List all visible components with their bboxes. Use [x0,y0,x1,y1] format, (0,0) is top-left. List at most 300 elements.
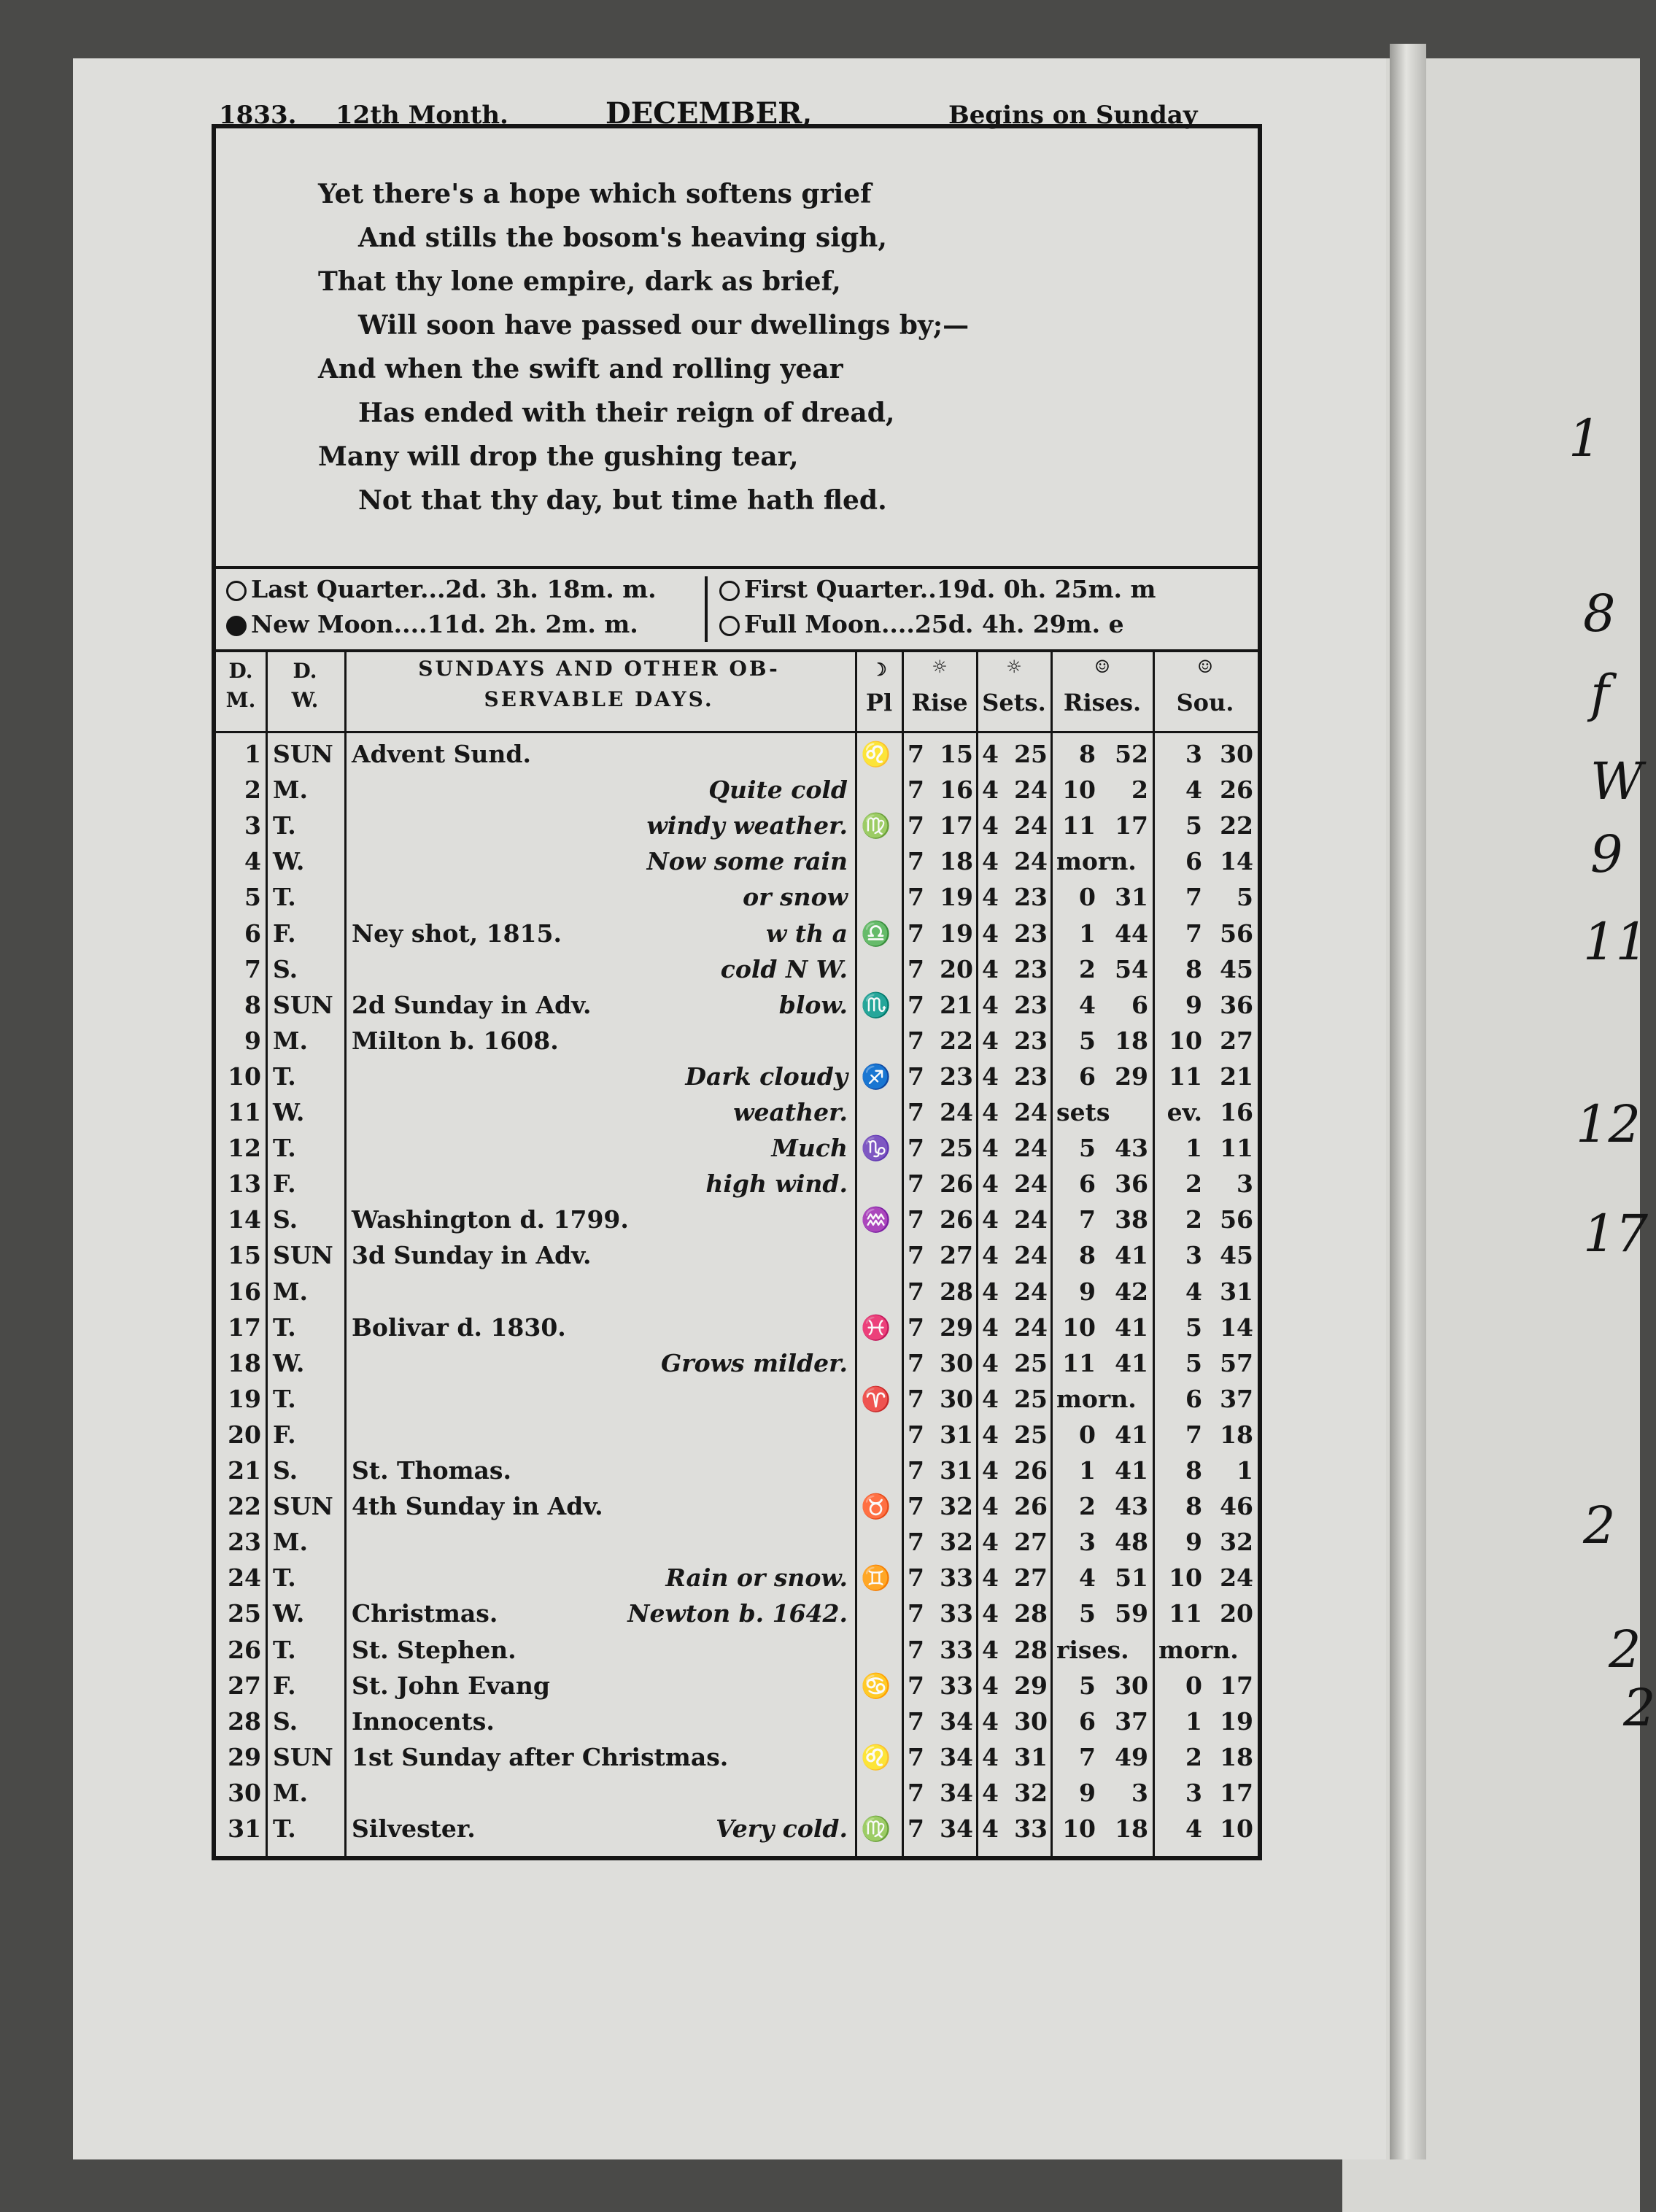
sun-set-minute: 33 [1014,1814,1048,1843]
moon-rise-hour: 3 [1079,1528,1096,1557]
margin-note: 8 [1583,584,1616,643]
sun-rise-minute: 34 [940,1742,973,1771]
poem-line: Will soon have passed our dwellings by;— [358,310,970,341]
sun-rise-hour: 7 [908,1026,924,1055]
full-moon: Full Moon....25d. 4h. 29m. e [744,610,1124,638]
moon-place-sign: ♍ [861,811,891,840]
sun-set-hour: 4 [982,1241,999,1270]
sun-rise-minute: 31 [940,1456,973,1485]
sun-set-hour: 4 [982,1492,999,1521]
moon-rise-minute: 18 [1115,1026,1148,1055]
sun-rise-hour: 7 [908,1778,924,1807]
moon-rise-minute: 38 [1115,1205,1148,1234]
moon-rise-hour: 6 [1079,1169,1096,1199]
sun-rise-minute: 15 [940,740,973,768]
moon-rise-minute: 29 [1115,1061,1148,1091]
poem [318,172,1193,522]
moon-rise-hour: 4 [1079,1563,1096,1593]
day-of-month: 6 [244,919,261,948]
sun-rise-minute: 25 [940,1134,973,1163]
moon-south-minute: 22 [1220,811,1253,840]
moon-south-hour: 1 [1185,1134,1202,1163]
sun-rise-hour: 7 [908,847,924,876]
day-of-month: 3 [244,811,261,840]
moon-south-minute: 11 [1220,1134,1253,1163]
day-of-month: 31 [228,1814,261,1843]
sun-set-minute: 24 [1014,776,1048,805]
observance: 1st Sunday after Christmas. [352,1742,729,1771]
col-divider [266,649,268,1860]
sun-rise-minute: 19 [940,883,973,912]
sun-rise-minute: 26 [940,1169,973,1199]
sun-set-minute: 28 [1014,1599,1048,1628]
moon-south-minute: 30 [1220,740,1253,768]
margin-note: 1 [1568,409,1601,468]
moon-rise-text: morn. [1056,847,1137,876]
observance: Milton b. 1608. [352,1026,559,1055]
calendar-frame [212,124,1262,1860]
sun-set-hour: 4 [982,811,999,840]
moon-place-sign: ♋ [861,1671,891,1700]
weather-note: Dark cloudy [685,1061,848,1091]
moon-south-hour: 4 [1185,1814,1202,1843]
moon-south-minute: 56 [1220,919,1253,948]
day-of-week: W. [273,847,305,876]
sun-rise-minute: 26 [940,1205,973,1234]
moon-rise-hour: 2 [1079,1492,1096,1521]
moon-south-hour: 8 [1185,954,1202,983]
sun-set-hour: 4 [982,1384,999,1413]
day-of-week: T. [273,1134,296,1163]
sun-rise-hour: 7 [908,1599,924,1628]
sun-set-hour: 4 [982,1420,999,1449]
sun-set-hour: 4 [982,1814,999,1843]
sun-rise-hour: 7 [908,1456,924,1485]
moon-south-minute: 14 [1220,847,1253,876]
sun-set-hour: 4 [982,1134,999,1163]
margin-note: f [1590,664,1609,724]
weather-note: Newton b. 1642. [627,1599,848,1628]
moon-south-icon: ☺ [1197,656,1213,677]
observance: St. Stephen. [352,1635,516,1664]
sun-set-hour: 4 [982,1742,999,1771]
page-fold [1390,44,1426,2159]
sun-set-minute: 24 [1014,1205,1048,1234]
sun-rise-hour: 7 [908,1671,924,1700]
sun-set-hour: 4 [982,1599,999,1628]
sun-set-hour: 4 [982,776,999,805]
col-divider [902,649,904,1860]
sun-rise-minute: 32 [940,1528,973,1557]
col-day-month: D. M. [225,659,256,712]
day-of-week: F. [273,1671,296,1700]
header-begins: Begins on Sunday [948,101,1198,130]
day-of-month: 10 [228,1061,261,1091]
moon-rise-text: morn. [1056,1384,1137,1413]
sun-set-minute: 26 [1014,1456,1048,1485]
moon-south-minute: 20 [1220,1599,1253,1628]
poem-line: And stills the bosom's heaving sigh, [358,223,887,253]
day-of-month: 11 [228,1098,261,1126]
moon-south-minute: 45 [1220,1241,1253,1270]
moon-rise-hour: 9 [1079,1277,1096,1306]
moon-south-hour: 11 [1169,1599,1202,1628]
sun-rise-hour: 7 [908,740,924,768]
day-of-month: 8 [244,990,261,1019]
moon-south-minute: 5 [1237,883,1253,912]
col-divider [855,649,857,1860]
sun-rise-minute: 28 [940,1277,973,1306]
weather-note: Much [771,1134,848,1163]
sun-rise-minute: 34 [940,1778,973,1807]
sun-rise-minute: 30 [940,1384,973,1413]
moon-rise-minute: 41 [1115,1312,1148,1342]
weather-note: or snow [743,883,848,912]
moon-south-minute: 1 [1237,1456,1253,1485]
sun-rise-hour: 7 [908,811,924,840]
sun-set-hour: 4 [982,1312,999,1342]
moon-south-minute: 36 [1220,990,1253,1019]
day-of-month: 20 [228,1420,261,1449]
new-moon: New Moon....11d. 2h. 2m. m. [251,610,638,638]
moon-rise-minute: 52 [1115,740,1148,768]
moon-south-minute: 21 [1220,1061,1253,1091]
observance: Advent Sund. [352,740,531,768]
sun-set-icon: ☼ [1006,656,1022,677]
sun-rise-hour: 7 [908,1420,924,1449]
moon-rise-hour: 6 [1079,1706,1096,1736]
observance: 3d Sunday in Adv. [352,1241,592,1270]
sun-set-minute: 24 [1014,1277,1048,1306]
moon-south-hour: 7 [1185,1420,1202,1449]
day-of-month: 30 [228,1778,261,1807]
moon-rise-minute: 44 [1115,919,1148,948]
moon-rise-minute: 43 [1115,1492,1148,1521]
weather-note: high wind. [705,1169,848,1199]
moon-rise-hour: 6 [1079,1061,1096,1091]
moon-south-minute: 18 [1220,1420,1253,1449]
moon-rise-hour: 5 [1079,1671,1096,1700]
day-of-month: 14 [228,1205,261,1234]
day-of-week: M. [273,1778,309,1807]
sun-rise-minute: 20 [940,954,973,983]
day-of-month: 18 [228,1348,261,1377]
first-quarter-icon [719,581,740,601]
day-of-week: F. [273,1420,296,1449]
first-quarter: First Quarter..19d. 0h. 25m. m [744,575,1156,603]
day-of-week: S. [273,1456,298,1485]
moon-rise-minute: 43 [1115,1134,1148,1163]
moon-place-sign: ♒ [861,1205,891,1234]
moon-south-hour: 0 [1185,1671,1202,1700]
moon-south-hour: 10 [1169,1026,1202,1055]
calendar-table [216,649,1258,1860]
day-of-month: 7 [244,954,261,983]
sun-set-hour: 4 [982,1671,999,1700]
moon-rise-hour: 5 [1079,1599,1096,1628]
moon-south-hour: 2 [1185,1205,1202,1234]
moon-rise-minute: 54 [1115,954,1148,983]
moon-place-sign: ♓ [861,1312,891,1342]
day-of-month: 29 [228,1742,261,1771]
day-of-week: SUN [273,1241,333,1270]
day-of-month: 16 [228,1277,261,1306]
sun-set-minute: 25 [1014,1420,1048,1449]
col-moon-rises: Rises. [1063,689,1142,716]
moon-south-minute: 14 [1220,1312,1253,1342]
sun-rise-hour: 7 [908,990,924,1019]
moon-south-minute: 18 [1220,1742,1253,1771]
moon-south-minute: 16 [1220,1098,1253,1126]
moon-rise-text: sets [1056,1098,1110,1126]
sun-rise-minute: 23 [940,1061,973,1091]
sun-set-minute: 24 [1014,811,1048,840]
moon-south-minute: 17 [1220,1778,1253,1807]
col-divider [344,649,347,1860]
moon-south-text: morn. [1158,1635,1239,1664]
moon-south-hour: 3 [1185,1778,1202,1807]
moon-south-hour: 6 [1185,847,1202,876]
sun-rise-icon: ☼ [932,656,948,677]
day-of-month: 27 [228,1671,261,1700]
day-of-week: F. [273,919,296,948]
sun-set-minute: 23 [1014,990,1048,1019]
day-of-week: W. [273,1599,305,1628]
moon-south-hour: 11 [1169,1061,1202,1091]
moon-place-sign: ♑ [861,1134,891,1163]
moon-south-minute: 10 [1220,1814,1253,1843]
moon-south-minute: 26 [1220,776,1253,805]
moon-rise-hour: 8 [1079,740,1096,768]
sun-rise-minute: 18 [940,847,973,876]
sun-set-minute: 23 [1014,883,1048,912]
sun-set-hour: 4 [982,883,999,912]
day-of-week: T. [273,883,296,912]
day-of-week: T. [273,1563,296,1593]
sun-set-minute: 25 [1014,1348,1048,1377]
header-year: 1833. [219,101,297,130]
sun-set-minute: 24 [1014,1098,1048,1126]
sun-set-minute: 27 [1014,1563,1048,1593]
moon-south-hour: 5 [1185,1348,1202,1377]
sun-set-minute: 26 [1014,1492,1048,1521]
observance: Bolivar d. 1830. [352,1312,566,1342]
sun-rise-minute: 21 [940,990,973,1019]
day-of-month: 25 [228,1599,261,1628]
sun-set-minute: 31 [1014,1742,1048,1771]
moon-rise-minute: 37 [1115,1706,1148,1736]
sun-set-hour: 4 [982,919,999,948]
moon-rise-minute: 48 [1115,1528,1148,1557]
day-of-month: 22 [228,1492,261,1521]
sun-rise-minute: 22 [940,1026,973,1055]
sun-set-minute: 30 [1014,1706,1048,1736]
day-of-week: M. [273,1026,309,1055]
sun-rise-hour: 7 [908,1742,924,1771]
sun-set-hour: 4 [982,954,999,983]
day-of-month: 12 [228,1134,261,1163]
sun-set-hour: 4 [982,1635,999,1664]
moon-rise-hour: 9 [1079,1778,1096,1807]
new-moon-icon [226,616,247,636]
moon-rise-minute: 2 [1131,776,1148,805]
moon-rise-minute: 31 [1115,883,1148,912]
moon-south-hour: 6 [1185,1384,1202,1413]
weather-note: Now some rain [646,847,848,876]
moon-rise-minute: 42 [1115,1277,1148,1306]
moon-south-hour: 8 [1185,1456,1202,1485]
moon-place-sign: ♈ [861,1384,891,1413]
moon-south-hour: 8 [1185,1492,1202,1521]
sun-rise-hour: 7 [908,954,924,983]
moon-rise-minute: 30 [1115,1671,1148,1700]
sun-rise-minute: 33 [940,1563,973,1593]
moon-rise-minute: 51 [1115,1563,1148,1593]
sun-set-hour: 4 [982,1563,999,1593]
sun-set-minute: 24 [1014,847,1048,876]
sun-rise-hour: 7 [908,1492,924,1521]
day-of-month: 19 [228,1384,261,1413]
moon-rise-hour: 11 [1062,1348,1096,1377]
weather-note: blow. [778,990,848,1019]
moon-phases [216,566,1258,652]
moon-south-hour: 4 [1185,776,1202,805]
day-of-month: 5 [244,883,261,912]
moon-south-hour: 10 [1169,1563,1202,1593]
sun-set-hour: 4 [982,1277,999,1306]
day-of-month: 4 [244,847,261,876]
day-of-week: T. [273,811,296,840]
day-of-month: 1 [244,740,261,768]
moon-rise-minute: 59 [1115,1599,1148,1628]
col-place: Pl [865,689,893,716]
moon-south-minute: 19 [1220,1706,1253,1736]
day-of-month: 2 [244,776,261,805]
col-divider [1153,649,1155,1860]
sun-rise-hour: 7 [908,1098,924,1126]
margin-note: 12 [1576,1094,1641,1154]
poem-line: And when the swift and rolling year [318,354,843,384]
moon-south-minute: 24 [1220,1563,1253,1593]
margin-note: W [1590,751,1643,811]
sun-set-minute: 23 [1014,954,1048,983]
sun-rise-hour: 7 [908,1241,924,1270]
moon-south-hour: 5 [1185,1312,1202,1342]
moon-rise-hour: 1 [1079,919,1096,948]
day-of-week: SUN [273,1492,333,1521]
sun-set-hour: 4 [982,990,999,1019]
margin-note: 2 [1623,1678,1656,1738]
moon-rise-minute: 3 [1131,1778,1148,1807]
day-of-week: SUN [273,1742,333,1771]
day-of-month: 21 [228,1456,261,1485]
moon-rise-hour: 0 [1079,1420,1096,1449]
sun-rise-hour: 7 [908,1384,924,1413]
moon-south-minute: 27 [1220,1026,1253,1055]
sun-set-hour: 4 [982,1456,999,1485]
moon-rise-text: rises. [1056,1635,1129,1664]
header-rule [216,731,1258,733]
moon-place-sign: ♌ [861,740,891,768]
weather-note: windy weather. [646,811,848,840]
sun-rise-minute: 33 [940,1599,973,1628]
day-of-week: SUN [273,990,333,1019]
day-of-month: 28 [228,1706,261,1736]
moon-south-minute: 45 [1220,954,1253,983]
moon-rise-minute: 41 [1115,1241,1148,1270]
moon-south-hour: 9 [1185,990,1202,1019]
margin-note: 17 [1583,1204,1649,1264]
sun-rise-minute: 34 [940,1706,973,1736]
last-quarter-icon [226,581,247,601]
day-of-week: S. [273,1205,298,1234]
weather-note: weather. [733,1098,848,1126]
observance: Christmas. [352,1599,498,1628]
weather-note: Rain or snow. [665,1563,848,1593]
sun-rise-hour: 7 [908,1706,924,1736]
moon-south-minute: 3 [1237,1169,1253,1199]
sun-rise-hour: 7 [908,1563,924,1593]
sun-rise-minute: 27 [940,1241,973,1270]
moon-rise-minute: 41 [1115,1348,1148,1377]
poem-line: That thy lone empire, dark as brief, [318,266,841,297]
moon-place-sign: ♏ [861,990,891,1019]
moon-rise-hour: 7 [1079,1742,1096,1771]
moon-rise-minute: 17 [1115,811,1148,840]
day-of-week: SUN [273,740,333,768]
sun-set-hour: 4 [982,1778,999,1807]
poem-line: Not that thy day, but time hath fled. [358,485,887,516]
sun-set-minute: 23 [1014,919,1048,948]
sun-rise-minute: 17 [940,811,973,840]
margin-note: 2 [1583,1496,1616,1555]
sun-set-minute: 24 [1014,1134,1048,1163]
sun-rise-minute: 31 [940,1420,973,1449]
moon-south-minute: 57 [1220,1348,1253,1377]
moon-south-minute: 46 [1220,1492,1253,1521]
col-observances-1: SUNDAYS AND OTHER OB- [418,657,780,681]
moon-rise-hour: 2 [1079,954,1096,983]
col-day-week: D. W. [291,659,319,712]
moon-place-sign: ♊ [861,1563,891,1593]
day-of-week: M. [273,1528,309,1557]
poem-line: Yet there's a hope which softens grief [318,179,872,209]
sun-rise-hour: 7 [908,1061,924,1091]
weather-note: Very cold. [716,1814,848,1843]
day-of-month: 17 [228,1312,261,1342]
sun-set-minute: 28 [1014,1635,1048,1664]
poem-line: Has ended with their reign of dread, [358,398,895,428]
moon-south-hour: 5 [1185,811,1202,840]
poem-line: Many will drop the gushing tear, [318,441,799,472]
sun-set-minute: 25 [1014,740,1048,768]
moon-south-minute: 31 [1220,1277,1253,1306]
sun-rise-hour: 7 [908,1169,924,1199]
sun-rise-hour: 7 [908,1348,924,1377]
day-of-week: T. [273,1061,296,1091]
moon-south-hour: 7 [1185,919,1202,948]
sun-rise-minute: 19 [940,919,973,948]
sun-set-hour: 4 [982,1528,999,1557]
weather-note: Quite cold [708,776,848,805]
observance: 4th Sunday in Adv. [352,1492,603,1521]
col-sun-sets: Sets. [982,689,1046,716]
moon-rise-minute: 6 [1131,990,1148,1019]
sun-rise-hour: 7 [908,776,924,805]
moon-south-hour: 9 [1185,1528,1202,1557]
sun-set-minute: 24 [1014,1169,1048,1199]
sun-set-minute: 24 [1014,1312,1048,1342]
